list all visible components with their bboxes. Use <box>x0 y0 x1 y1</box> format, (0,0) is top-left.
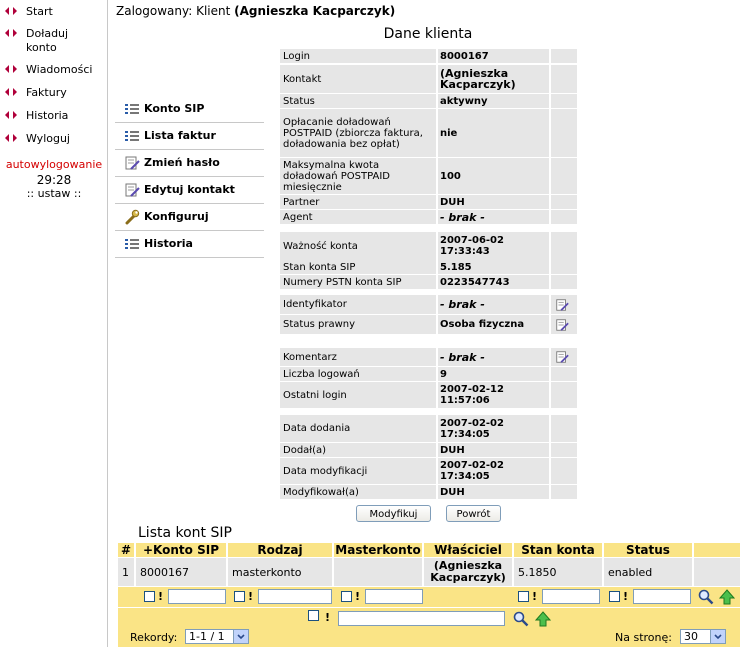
autologout-settings-link[interactable]: :: ustaw :: <box>26 187 82 200</box>
chevron-down-icon <box>233 630 248 643</box>
detail-value: 2007-02-12 11:57:06 <box>436 382 549 408</box>
detail-row-modified-by <box>280 485 577 499</box>
detail-value: DUH <box>436 443 549 457</box>
edit-icon[interactable] <box>555 298 569 312</box>
detail-label: Stan konta SIP <box>283 261 356 273</box>
column-header-sortable[interactable]: +Konto SIP <box>136 543 228 557</box>
global-filter-input[interactable] <box>338 611 505 626</box>
detail-label: Identyfikator <box>283 299 347 310</box>
detail-label: Kontakt <box>283 73 322 85</box>
detail-row-legal-status <box>280 315 577 334</box>
detail-row-validity <box>280 232 577 260</box>
table-row[interactable] <box>118 558 740 586</box>
filter-negate-mark: ! <box>248 590 254 603</box>
detail-row-login-count <box>280 367 577 381</box>
pagination-bar <box>118 628 740 647</box>
detail-row-date-added <box>280 415 577 442</box>
filter-account-input[interactable] <box>168 589 226 604</box>
detail-value: 100 <box>436 158 549 194</box>
detail-row-contact <box>280 65 577 93</box>
detail-label: Partner <box>283 196 320 208</box>
arrow-up-icon[interactable] <box>535 611 551 627</box>
detail-label: Liczba logowań <box>283 368 360 380</box>
detail-label: Numery PSTN konta SIP <box>283 276 402 288</box>
left-navigation <box>0 0 108 647</box>
detail-label: Maksymalna kwota doładowań POSTPAID miesięcznie <box>283 159 390 193</box>
detail-value: - brak - <box>436 210 549 224</box>
nav-item-logout[interactable] <box>4 132 70 146</box>
detail-row-postpaid <box>280 109 577 157</box>
submenu-label: Zmień hasło <box>144 156 220 169</box>
detail-row-identifier <box>280 295 577 314</box>
submenu-history[interactable] <box>115 230 264 258</box>
autologout-timer: 29:28 <box>36 173 72 187</box>
list-icon <box>124 236 140 252</box>
detail-value: 9 <box>436 367 549 381</box>
edit-document-icon <box>124 182 140 198</box>
detail-label: Data dodania <box>283 423 351 434</box>
column-header[interactable]: Rodzaj <box>228 543 334 557</box>
submenu-configure[interactable] <box>115 203 264 231</box>
detail-row-pstn <box>280 275 577 289</box>
filter-type-input[interactable] <box>258 589 332 604</box>
diamond-arrows-icon <box>4 131 18 145</box>
detail-value: - brak - <box>436 295 549 314</box>
submenu-label: Konto SIP <box>144 102 205 115</box>
filter-negate-mark: ! <box>158 590 164 603</box>
nav-label: Faktury <box>26 86 67 99</box>
detail-row-last-login <box>280 382 577 408</box>
row-owner: (Agnieszka Kacparczyk) <box>424 558 514 586</box>
detail-value: 5.185 <box>436 260 549 274</box>
nav-item-topup[interactable] <box>4 27 96 55</box>
row-number: 1 <box>118 558 136 586</box>
nav-label: Start <box>26 5 53 18</box>
diamond-arrows-icon <box>4 62 18 76</box>
submenu-label: Lista faktur <box>144 129 216 142</box>
arrow-up-icon[interactable] <box>719 589 735 605</box>
detail-row-comment <box>280 348 577 366</box>
detail-value: nie <box>436 109 549 157</box>
detail-value: - brak - <box>436 348 549 366</box>
row-type: masterkonto <box>228 558 334 586</box>
detail-row-added-by <box>280 443 577 457</box>
filter-negate-mark: ! <box>355 590 361 603</box>
detail-label: Ważność konta <box>283 240 358 252</box>
logged-in-info <box>116 4 395 18</box>
detail-row-partner <box>280 195 577 209</box>
nav-item-invoices[interactable] <box>4 86 67 100</box>
filter-master-input[interactable] <box>365 589 423 604</box>
column-header: # <box>118 543 136 557</box>
detail-row-date-modified <box>280 458 577 484</box>
filter-status-input[interactable] <box>633 589 691 604</box>
column-header[interactable]: Status <box>604 543 694 557</box>
list-icon <box>124 128 140 144</box>
filter-negate-checkbox[interactable] <box>144 591 155 602</box>
page-title: Dane klienta <box>383 26 473 42</box>
diamond-arrows-icon <box>4 85 18 99</box>
diamond-arrows-icon <box>4 108 18 122</box>
column-header[interactable]: Właściciel <box>424 543 514 557</box>
modify-button[interactable]: Modyfikuj <box>356 505 431 522</box>
detail-row-status <box>280 94 577 108</box>
logged-in-prefix: Zalogowany: Klient <box>116 4 231 18</box>
detail-label: Modyfikował(a) <box>283 486 359 498</box>
filter-negate-checkbox[interactable] <box>234 591 245 602</box>
nav-item-start[interactable] <box>4 5 53 19</box>
detail-value: DUH <box>436 485 549 499</box>
row-account[interactable]: 8000167 <box>136 558 228 586</box>
filter-negate-checkbox[interactable] <box>609 591 620 602</box>
detail-value: 2007-02-02 17:34:05 <box>436 415 549 442</box>
nav-label: Doładuj konto <box>26 27 69 54</box>
filter-balance-input[interactable] <box>542 589 600 604</box>
per-page-select-value: 30 <box>684 630 698 643</box>
detail-label: Komentarz <box>283 351 337 363</box>
per-page-select[interactable] <box>680 629 726 644</box>
submenu-edit-contact[interactable] <box>115 176 264 204</box>
autologout-label: autowylogowanie <box>5 158 103 171</box>
nav-item-history[interactable] <box>4 109 68 123</box>
search-icon[interactable] <box>513 611 529 627</box>
submenu-label: Historia <box>144 237 193 250</box>
wrench-icon <box>124 209 140 225</box>
detail-value: 0223547743 <box>436 275 549 289</box>
submenu-label: Konfiguruj <box>144 210 209 223</box>
detail-label: Ostatni login <box>283 389 347 401</box>
detail-value: 2007-02-02 17:34:05 <box>436 458 549 484</box>
column-header[interactable]: Masterkonto <box>334 543 424 557</box>
sip-table-header <box>118 543 740 557</box>
edit-icon[interactable] <box>555 350 569 364</box>
filter-negate-checkbox[interactable] <box>341 591 352 602</box>
list-icon <box>124 101 140 117</box>
per-page-label: Na stronę: <box>615 631 672 644</box>
column-header[interactable]: Stan konta <box>514 543 604 557</box>
row-balance: 5.1850 <box>514 558 604 586</box>
back-button[interactable]: Powrót <box>446 505 501 522</box>
records-select-value: 1-1 / 1 <box>189 630 225 643</box>
detail-label: Login <box>283 50 310 62</box>
nav-item-messages[interactable] <box>4 63 92 77</box>
filter-negate-mark: ! <box>325 611 331 624</box>
edit-icon[interactable] <box>555 318 569 332</box>
diamond-arrows-icon <box>4 4 18 18</box>
detail-label: Status prawny <box>283 319 356 330</box>
global-filter-row <box>118 608 740 628</box>
detail-value: (Agnieszka Kacparczyk) <box>436 65 549 93</box>
submenu-change-password[interactable] <box>115 149 264 177</box>
detail-label: Agent <box>283 211 313 223</box>
detail-value: 2007-06-02 17:33:43 <box>436 232 549 260</box>
row-status: enabled <box>604 558 694 586</box>
sip-list-title: Lista kont SIP <box>138 525 232 541</box>
filter-negate-mark: ! <box>532 590 538 603</box>
filter-negate-checkbox[interactable] <box>518 591 529 602</box>
submenu-sip-account[interactable] <box>115 95 264 123</box>
diamond-arrows-icon <box>4 26 18 40</box>
detail-row-login <box>280 49 577 63</box>
detail-label: Opłacanie doładowań POSTPAID (zbiorcza faktura, doładowania bez opłat) <box>283 116 423 150</box>
nav-label: Historia <box>26 109 69 122</box>
records-label: Rekordy: <box>130 631 178 644</box>
detail-row-postpaid-max <box>280 158 577 194</box>
detail-label: Status <box>283 95 315 107</box>
submenu-label: Edytuj kontakt <box>144 183 235 196</box>
chevron-down-icon <box>710 630 725 643</box>
submenu-invoice-list[interactable] <box>115 122 264 150</box>
records-select[interactable] <box>185 629 249 644</box>
detail-value: aktywny <box>436 94 549 108</box>
row-master <box>334 558 424 586</box>
detail-row-balance <box>280 260 577 274</box>
detail-label: Data modyfikacji <box>283 465 368 477</box>
detail-value: DUH <box>436 195 549 209</box>
filter-negate-checkbox[interactable] <box>308 610 319 621</box>
column-filter-row <box>118 587 740 607</box>
detail-value: Osoba fizyczna <box>436 315 549 334</box>
nav-label: Wyloguj <box>26 132 70 145</box>
edit-document-icon <box>124 155 140 171</box>
detail-label: Dodał(a) <box>283 444 327 456</box>
search-icon[interactable] <box>698 589 714 605</box>
filter-negate-mark: ! <box>623 590 629 603</box>
detail-row-agent <box>280 210 577 224</box>
detail-value: 8000167 <box>436 49 549 63</box>
nav-label: Wiadomości <box>26 63 93 76</box>
logged-in-name: (Agnieszka Kacparczyk) <box>234 4 396 18</box>
